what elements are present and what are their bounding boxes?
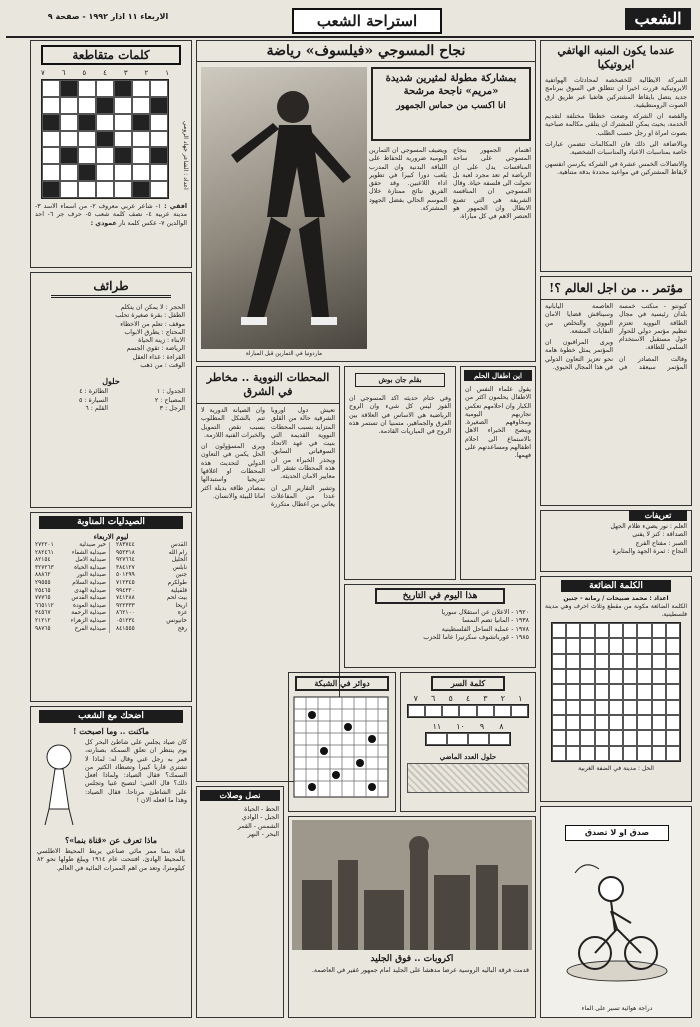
section-title: استراحة الشعب [316, 12, 418, 30]
pharmacy-row: خير صيدلية ٢٧٢٢٠١ [35, 542, 106, 548]
crossword-box [30, 40, 192, 268]
city-body: قدمت فرقة الباليه الروسية عرضا مدهشا على الجليد امام جمهور غفير في العاصمة. [311, 967, 529, 974]
nuclear-paragraph: وتشير التقارير الى ان عددا من المفاعلات يعاني من اعطال متكررة وان الصيانة الدورية لا تتم بالشكل المطلوب بسبب نقص التمويل والخبرات الفنية اللازمة. [201, 407, 335, 509]
pharmacy-row: صيدلية الهدى ٢٥٤٦٥ [35, 587, 106, 594]
definition-line: الصداقة : كنز لا يفنى [632, 531, 687, 539]
pharmacy-row: صيدلية الزهراء ٢١٢١٢ [35, 617, 106, 624]
missing-word-grid[interactable] [551, 622, 681, 762]
tomorrow-paragraph: ويرى المراقبون ان المؤتمر يمثل خطوة هامة نحو تعزيز التعاون الدولي في هذا المجال الحيوي. [545, 339, 613, 372]
city-skyline [292, 820, 532, 950]
pharmacies-lists [31, 542, 191, 633]
cartoon-box [540, 806, 692, 1018]
sports-title: نجاح المسوجي «فيلسوف» رياضة [197, 41, 535, 62]
dateline: الاربعاء ١١ اذار ١٩٩٢ - صفحة ٩ [47, 12, 169, 21]
pharmacy-row: بيت لحم ٧٤١٢٨٨ [116, 595, 187, 602]
sports-col-3: وفي ختام حديثه اكد المسوجي ان الفوز ليس كل شيء وان الروح الرياضية هي الاساس في العلاقة بين الفرق والجماهير، متمنيا ان تستمر هذه الروح في المباريات القادمة. [349, 395, 451, 436]
crossword-number: ١ [165, 69, 169, 77]
square-number: ١ [518, 694, 523, 703]
down-label: عمودي : [90, 219, 117, 227]
square-number: ٢ [500, 694, 506, 703]
pharmacy-row: الخليل ٩٢٧٦٦٤ [116, 557, 187, 564]
definition-line: الصبر : مفتاح الفرج [635, 539, 687, 547]
athlete-figure [201, 67, 367, 349]
pharmacies-title: الصيدليات المناوبة [39, 516, 183, 529]
answer-item: السيارة : ٥ [79, 396, 108, 404]
jokes-title: طرائف [51, 277, 171, 298]
tomorrow-title: مؤتمر .. من اجل العالم ؟! [541, 277, 691, 300]
pharmacy-row: صيدلية الحياة ٣٢٧٢٦٣ [35, 564, 106, 571]
pharmacy-row: خانيونس ٠٥١٢٣٤ [116, 617, 187, 624]
city-photo-box [288, 816, 536, 1018]
grid-game-title: دوائر في الشبكة [295, 676, 389, 691]
word-square-bottom [401, 722, 535, 731]
answer-item: الجدول : ١ [156, 388, 185, 396]
word-square-row-1[interactable] [407, 704, 529, 718]
mobile-paragraph: والقصة ان الشركة وضعت خططا مختلفة لتقديم الخدمة، بحيث يمكن للمشترك ان يتلقى مكالمة صباحية بصوت امراة او رجل حسب الطلب. [545, 113, 687, 137]
rain-body: يقول علماء النفس ان الاطفال يحلمون اكثر من الكبار وان احلامهم تعكس تجاربهم اليومية ومخاوفهم الصغيرة. وينصح الخبراء الاهل بالاستماع الى احلام اطفالهم ومساعدتهم على فهمها. [465, 386, 531, 460]
grid-game-board[interactable] [293, 696, 389, 806]
rain-box [460, 366, 536, 580]
cartoon-drawing [555, 853, 679, 993]
missing-word-box [540, 576, 692, 802]
games-col-item: الشمس - القمر [237, 822, 279, 830]
sports-kicker-text: بمشاركة مطولة لمثيرين شديدة «مريم» ناجحة مرشحة [385, 73, 517, 97]
history-item: ١٩٨٥ - غورباتشوف سكرتيرا عاما للحزب [423, 633, 529, 641]
smile-title: اضحك مع الشعب [39, 710, 183, 723]
smile-q-body: قناة بنما ممر مائي صناعي يربط المحيط الاطلسي بالمحيط الهادئ، افتتحت عام ١٩١٤ ويبلغ طولها نحو ٨٢ كيلومترا، وتعد من اهم الممرات المائية في العالم. [37, 848, 185, 872]
cartoon-caption: دراجة هوائية تسير على الماء [581, 1005, 653, 1012]
grid-game-box [288, 672, 396, 812]
crossword-numbers [31, 69, 191, 77]
pharmacy-row: صيدلية العودة ٦٦٥١١٢ [35, 602, 106, 609]
pharmacy-row: طولكرم ٧١٢٣٤٥ [116, 579, 187, 586]
crossword-grid[interactable] [41, 79, 169, 199]
history-item: ١٩٢٠ - الاعلان عن استقلال سوريا [441, 609, 529, 616]
mobile-paragraph: والاتصالات الخمس عشرة في الشركة يكرسن انفسهن لايقاظ المشتركين في مواعيد محددة بدقة متناهية. [545, 160, 687, 176]
cartoon-title: صدق او لا تصدق [565, 825, 669, 841]
answer-item: الطائرة : ٤ [79, 388, 108, 396]
sports-col-2: ويضيف المسوجي ان التمارين اليومية ضرورية للحفاظ على اللياقة البدنية وان المدرب يلعب دورا كبيرا في تطوير اداء اللاعبين. وقد حقق الفريق نتائج ممتازة خلال الموسم الحالي بفضل الجهود المشتركة. [369, 147, 447, 213]
square-number: ٨ [499, 722, 504, 731]
word-square-box [400, 672, 536, 812]
tomorrow-paragraph: وقالت المصادر ان المؤتمر سيعقد في العاصمة اليابانية وسيناقش قضايا الامان النووي والتخلص من النفايات المشعة. [545, 303, 687, 372]
athlete-photo [201, 67, 367, 349]
definitions-title: تعريفات [629, 510, 687, 521]
pharmacy-row: صيدلية الشفاء ٢٨٢٤٦١ [35, 549, 106, 556]
square-number: ٥ [448, 694, 453, 703]
city-photo [292, 820, 532, 950]
sports-quote: انا اكسب من حماس الجمهور [396, 101, 506, 111]
nuclear-paragraph: تعيش دول اوروبا الشرقية حالة من القلق المتزايد بسبب المحطات النووية القديمة التي بنيت في عهد الاتحاد السوفياتي السابق. ويحذر الخبراء من ان هذه المحطات تفتقر الى معايير الامان الحديثة. [271, 407, 335, 481]
crossword-number: ٦ [61, 69, 66, 77]
pharmacy-row: رفح ٨٤١٥٥٥ [116, 625, 187, 632]
mobile-paragraph: وبالاضافة الى ذلك فان المكالمات تتضمن عبارات خاصة بمناسبات الاعياد والمناسبات الشخصية. [545, 141, 687, 157]
pharmacy-row: نابلس ٣٨٤١٢٧ [116, 564, 187, 571]
square-number: ١٠ [456, 722, 465, 731]
square-number: ١١ [432, 722, 442, 731]
logo-text: الشعب [634, 9, 682, 28]
word-square-top [401, 694, 535, 703]
tomorrow-paragraph: كيونتو - منكتب خمسة بلدان رئيسية في مجال الطاقة النووية تعتزم تنظيم مؤتمر دولي للحوار حول مستقبل الاستخدام السلمي للطاقة. [619, 303, 687, 352]
crossword-number: ٣ [123, 69, 128, 77]
definition-line: النجاح : ثمرة الجهد والمثابرة [612, 547, 687, 555]
square-number: ٩ [479, 722, 485, 731]
joke-item: الوقت : من ذهب [140, 362, 185, 370]
history-box [344, 584, 536, 668]
history-item: ١٩٧٨ - عملية الساحل الفلسطينية [441, 625, 529, 633]
nuclear-paragraph: ويرى المسؤولون ان الحل يكمن في التعاون الدولي لتحديث هذه المحطات او اغلاقها تدريجيا واستبدالها بمصادر طاقة بديلة اكثر امانا للبيئة والانسان. [201, 443, 265, 500]
sports-feature [196, 40, 536, 362]
joke-item: موقف : تعلم من الاخطاء [120, 320, 185, 328]
pharmacies-col-a [116, 542, 187, 633]
header-rule [6, 36, 694, 38]
mobile-body [541, 75, 691, 182]
section-banner [292, 8, 442, 34]
mobile-title: عندما يكون المنبه الهاتفي ايروتيكيا [557, 44, 675, 71]
pharmacies-col-b [35, 542, 110, 633]
solution-area [407, 763, 529, 793]
pharmacy-row: غزة ٨٦٢١٠٠ [116, 610, 187, 617]
square-number: ٧ [413, 694, 418, 703]
joke-item: الابناء : زينة الحياة [138, 337, 185, 345]
games-col-item: البحر - النهر [247, 830, 279, 838]
pharmacy-row: رام الله ٩٥٢٣١٨ [116, 549, 187, 556]
nuclear-article-2 [344, 366, 456, 580]
tomorrow-box [540, 276, 692, 506]
across-label: افقي : [164, 203, 187, 210]
pharmacy-row: صيدلية الامل ٨٢١٥٤ [35, 557, 106, 564]
missing-word-title: الكلمة الضائعة [561, 580, 671, 592]
word-square-row-2[interactable] [425, 732, 511, 746]
solution-title: حلول العدد الماضي [439, 752, 497, 761]
logo [625, 8, 691, 30]
crossword-number: ٥ [82, 69, 87, 77]
pharmacy-row: اريحا ٩٢٢٣٣٣ [116, 602, 187, 609]
pharmacy-row: صيدلية الفرح ٩٨٧٦٥ [35, 625, 106, 632]
jokes-box [30, 272, 192, 508]
games-col-box [196, 786, 284, 1018]
pharmacy-row: صيدلية الرحمة ٣٤٥٦٧ [35, 610, 106, 617]
pharmacy-row: صيدلية النور ٨٨٨٦٢ [35, 572, 106, 579]
smile-box [30, 706, 192, 1018]
crossword-number: ٧ [41, 69, 45, 77]
joke-item: القراءة : غذاء العقل [132, 353, 185, 361]
square-number: ٣ [483, 694, 488, 703]
joke-item: الحجر : لا يمكن ان يتكلم [120, 304, 185, 311]
games-col-item: الجبل - الوادي [241, 814, 279, 822]
rain-title: اين اطفال الحلم [464, 370, 532, 381]
pharmacies-subtitle: ليوم الاربعاء [93, 532, 129, 541]
games-col-list [197, 804, 283, 841]
square-number: ٤ [465, 694, 471, 703]
missing-word-credit: اعداد : محمد صبيحات / رمانة - جنين [563, 595, 669, 602]
joke-item: المحتاج : يطرق الابواب [124, 328, 185, 336]
sports-col-1: اهتمام الجمهور بنجاح المسوجي على ساحة المنافسات يدل على ان الرياضة لم تعد مجرد لعبة بل تحولت الى فلسفة حياة. وقال المسوجي ان المنافسة الشريفة هي التي تصنع الابطال وان الجمهور هو العنصر الاهم في كل مباراة. [453, 147, 531, 221]
crossword-clues [31, 201, 191, 230]
square-number: ٦ [431, 694, 436, 703]
pharmacies-box [30, 512, 192, 702]
smile-subtitle: ماكنت .. وما اصبحت ! [72, 726, 150, 736]
definitions-box [540, 510, 692, 572]
mobile-paragraph: الشركة الايطالية للخصخصة لمحادثات الهواتفية الايروتيكية قررت اخيرا ان تتطلق في السوق ببرنامج جديد يتصل بايقاظ المشتركين هاتفيا عبر طريق ارق الصوت الرومنطيقية. [545, 77, 687, 109]
pharmacy-row: القدس ٢٨٣٧٤٤ [116, 542, 187, 548]
missing-word-instruction: الكلمة الضائعة مكونة من مقطع وثلاث احرف وهي مدينة فلسطينية. [545, 603, 687, 618]
pharmacy-row: صيدلية السلام ٢٩٥٥٥ [35, 579, 106, 586]
photo-caption: ماردونيا في التمارين قبل المباراة [245, 351, 323, 357]
crossword-title: كلمات متقاطعة [41, 45, 181, 65]
pharmacy-row: قلقيلية ٩٩٤٣٢٠ [116, 587, 187, 594]
smile-illustration [35, 739, 81, 829]
history-title: هذا اليوم في التاريخ [375, 588, 505, 604]
crossword-credit: اعداد : الشاعر جهاد الرومي [182, 121, 189, 190]
answers-title: حلول [102, 376, 120, 387]
definition-line: العلم : نور يضيء ظلام الجهل [610, 523, 687, 530]
mobile-box [540, 40, 692, 272]
smile-body: كان صياد يجلس على شاطئ البحر كل يوم ينتظر ان تعلق السمكة بصنارته، فمر به رجل غني وقال له: لماذا لا تشتري قاربا كبيرا وتصطاد الكثير من السمك؟ فقال الصياد: ولماذا افعل ذلك؟ قال الغني: لتصبح غنيا وتجلس على الشاطئ مرتاحا. فقال الصياد: وهذا ما افعله الان ! [85, 739, 187, 805]
sports-kicker [371, 67, 531, 141]
tomorrow-body [541, 300, 691, 500]
missing-word-hint: الحل : مدينة في الضفة الغربية [578, 765, 654, 772]
smile-content [31, 737, 191, 831]
crossword-number: ٤ [103, 69, 107, 77]
answer-item: الرجل : ٣ [159, 404, 185, 412]
joke-item: الطفل : بقرة صغيرة تحلب [115, 312, 185, 320]
answers-list [31, 386, 191, 415]
history-item: ١٩٣٨ - المانيا تضم النمسا [462, 617, 529, 625]
history-list [345, 607, 535, 644]
smile-q-title: ماذا تعرف عن «قناة بنما»؟ [64, 835, 158, 845]
jokes-list [31, 302, 191, 372]
joke-item: الرياضة : تقوي الجسم [126, 345, 185, 353]
pharmacy-row: صيدلية القدس ٧٧٧٦٥ [35, 595, 106, 602]
pharmacy-row: جنين ٥٠١٢٩٩ [116, 572, 187, 579]
nuclear-byline: بقلم جان بوش [355, 373, 445, 387]
city-title: اكروبات .. فوق الجليد [370, 954, 454, 964]
clues-text: ١- شاعر عربي معروف ٢- من اسماء الاسد ٣- مدينة عربية ٤- نصف كلمة شعب ٥- حرف جر ٦- احد الوالدين ٧- عكس كلمة نار [35, 203, 187, 227]
games-col-title: نصل وصلات [200, 790, 280, 801]
word-square-title: كلمة السر [431, 676, 505, 691]
answer-item: المصباح : ٢ [154, 396, 185, 404]
answer-item: القلم : ٦ [85, 404, 108, 412]
crossword-number: ٢ [144, 69, 149, 77]
nuclear-title: المحطات النووية .. مخاطر في الشرق [197, 367, 339, 404]
games-col-item: الحظ - الحياة [244, 806, 279, 813]
